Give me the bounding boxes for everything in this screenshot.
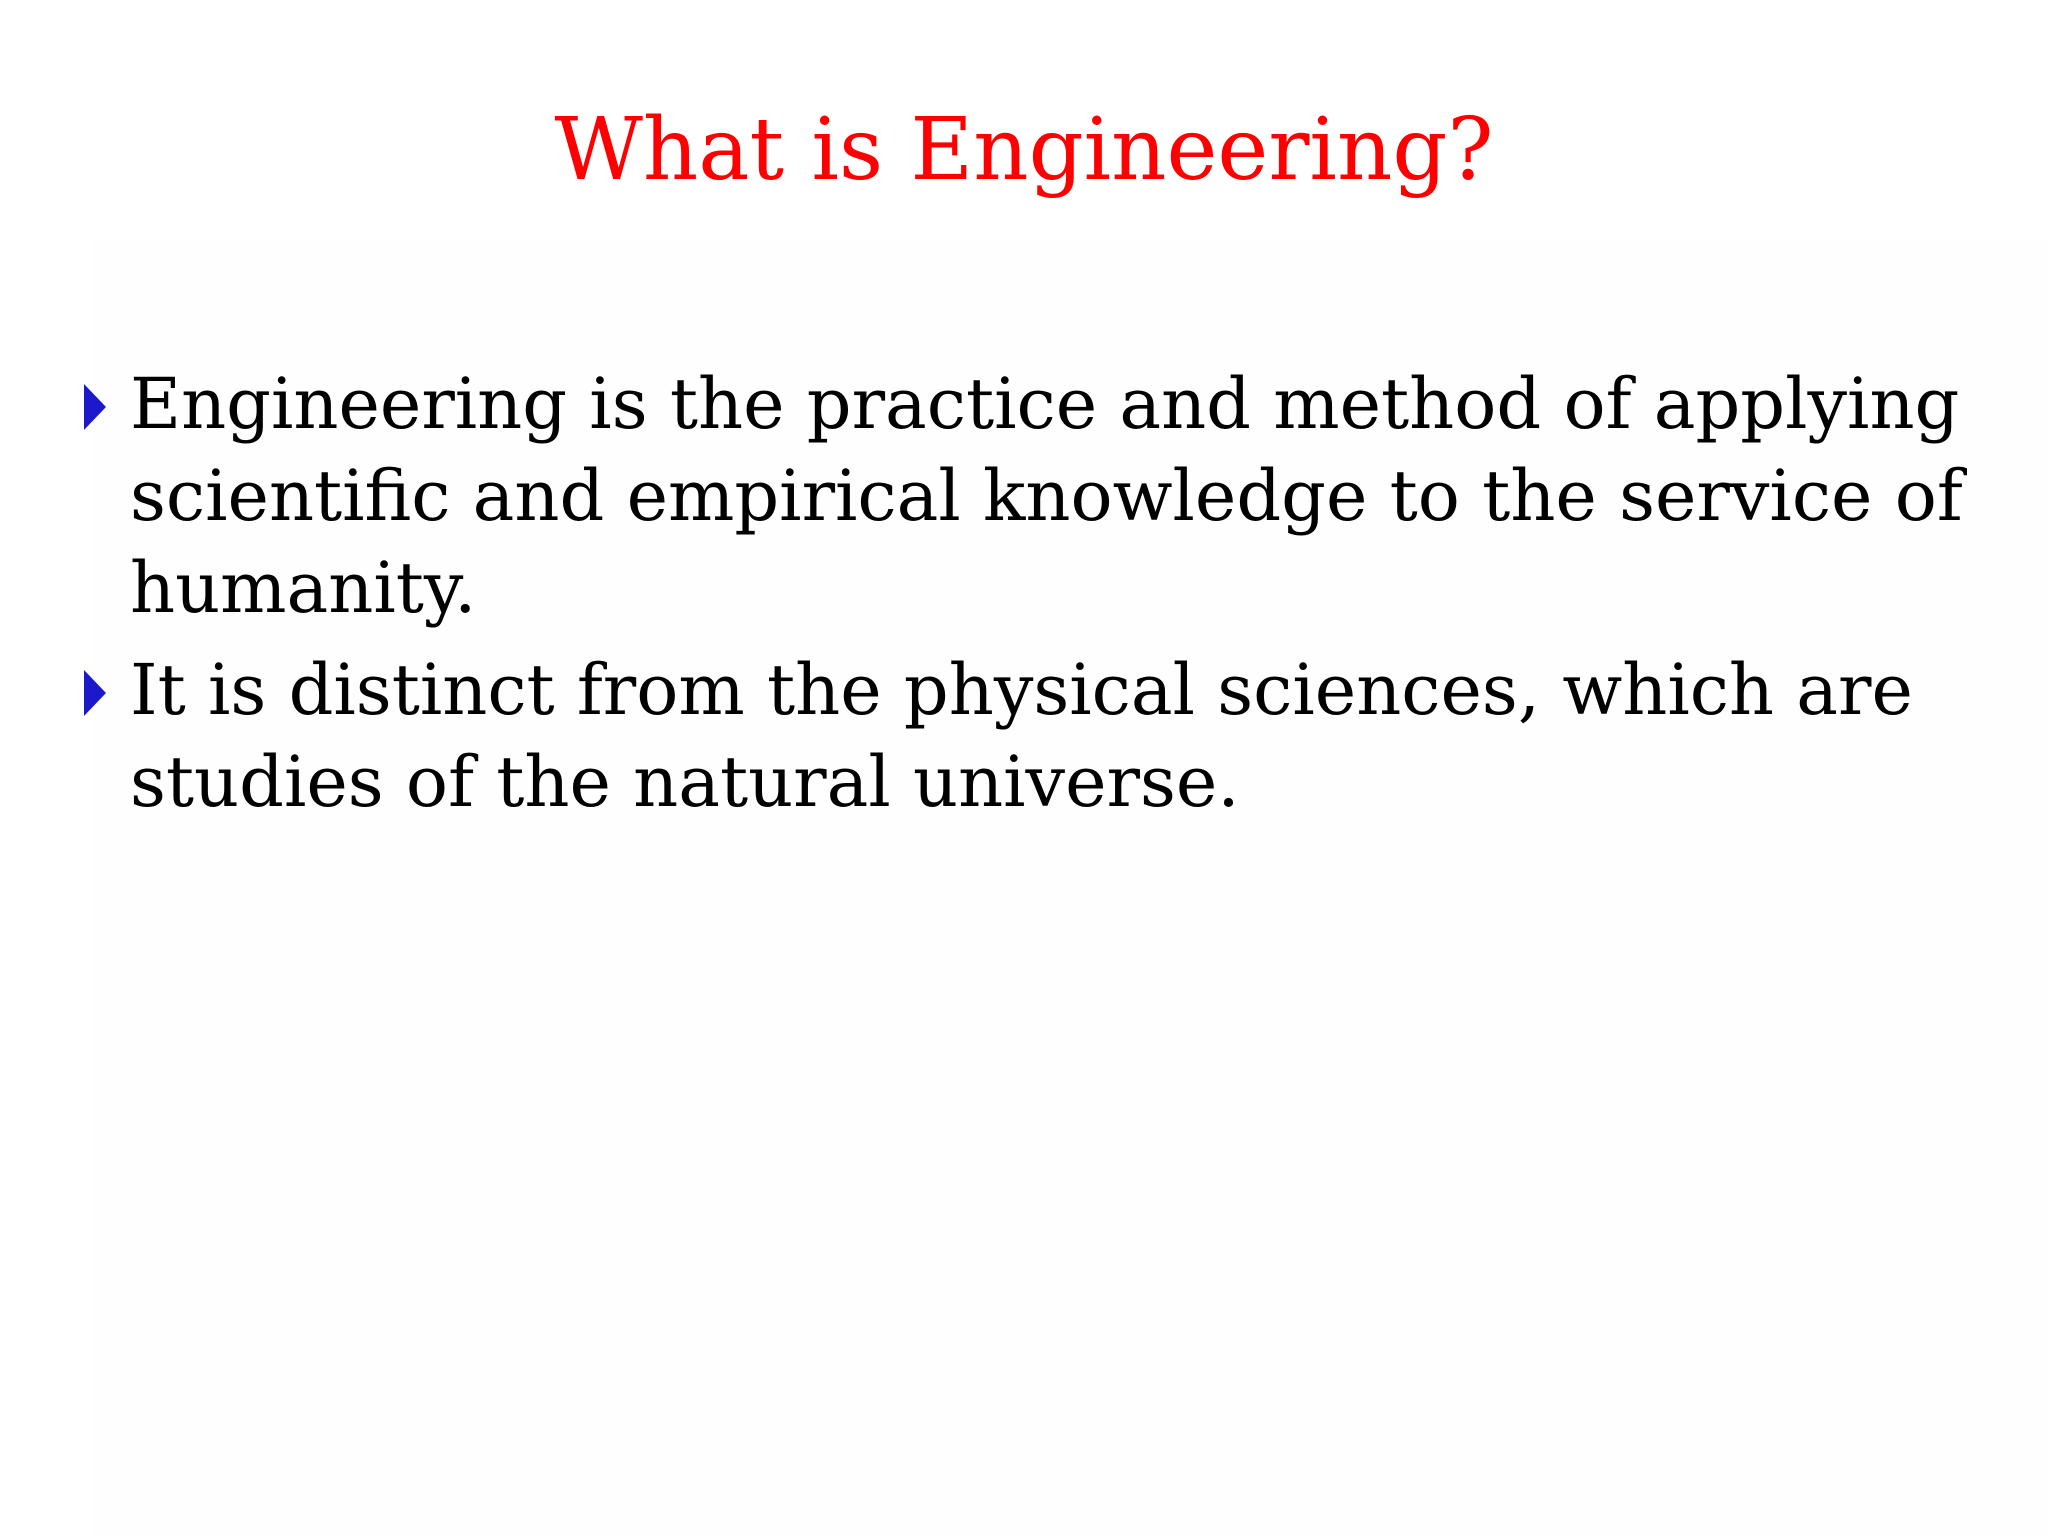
slide-title: What is Engineering? <box>554 100 1494 200</box>
bullet-item <box>78 644 1978 828</box>
triangle-right-icon <box>84 384 106 430</box>
triangle-right-icon <box>84 670 106 716</box>
bullet-list <box>78 358 1978 838</box>
bullet-text: Engineering is the practice and method of applying scientific and empirical knowledge to the service of humanity. <box>130 363 1963 629</box>
bullet-item <box>78 358 1978 634</box>
bullet-text: It is distinct from the physical sciences, which are studies of the natural universe. <box>130 649 1913 823</box>
